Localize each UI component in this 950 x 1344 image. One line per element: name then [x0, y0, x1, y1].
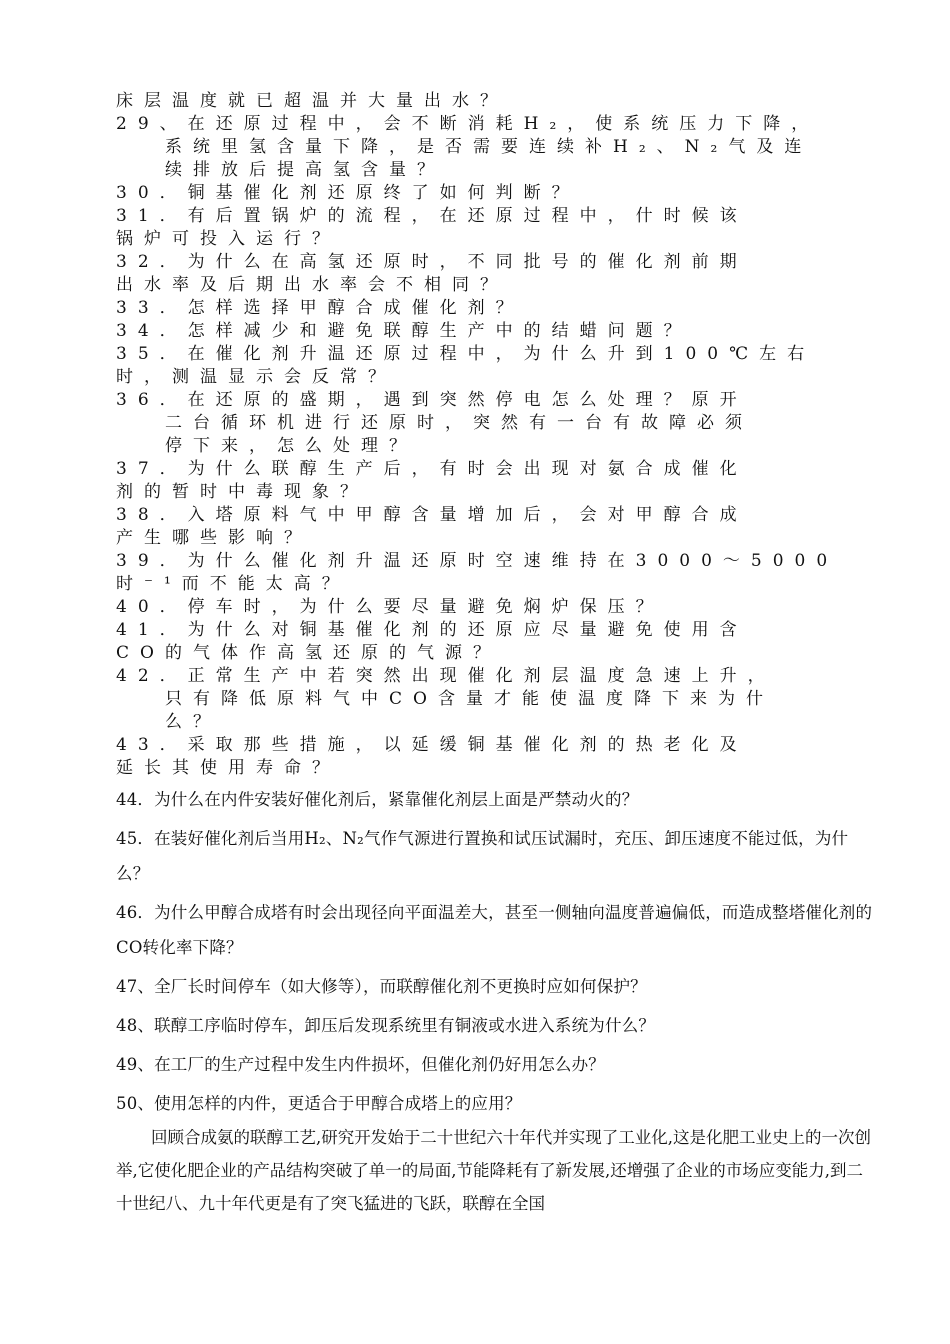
question-line: 42．正常生产中若突然出现催化剂层温度急速上升， — [116, 666, 776, 686]
question-item: 48、联醇工序临时停车，卸压后发现系统里有铜液或水进入系统为什么？ — [116, 1016, 656, 1035]
question-line: 40．停车时，为什么要尽量避免焖炉保压？ — [116, 597, 664, 617]
question-line: 32．为什么在高氢还原时，不同批号的催化剂前期 — [116, 252, 748, 272]
question-line: 只有降低原料气中CO含量才能使温度降下来为什 — [165, 689, 774, 709]
question-item: 49、在工厂的生产过程中发生内件损坏，但催化剂仍好用怎么办？ — [116, 1055, 605, 1074]
question-line: 停下来，怎么处理？ — [165, 436, 417, 456]
question-line: 29、在还原过程中，会不断消耗H₂，使系统压力下降， — [116, 114, 820, 134]
question-line: 续排放后提高氢含量？ — [165, 160, 445, 180]
question-line: 时⁻¹而不能太高？ — [116, 574, 350, 594]
question-item: 45．在装好催化剂后当用H₂、N₂气作气源进行置换和试压试漏时，充压、卸压速度不能过低，为什么？ — [116, 829, 849, 883]
question-line: 41．为什么对铜基催化剂的还原应尽量避免使用含 — [116, 620, 748, 640]
question-list — [116, 782, 876, 1125]
question-item: 47、全厂长时间停车（如大修等），而联醇催化剂不更换时应如何保护？ — [116, 977, 647, 996]
question-line: CO的气体作高氢还原的气源？ — [116, 643, 501, 663]
question-line: 二台循环机进行还原时，突然有一台有故障必须 — [165, 413, 753, 433]
question-item: 50、使用怎样的内件，更适合于甲醇合成塔上的应用？ — [116, 1094, 522, 1113]
question-line: 43．采取那些措施，以延缓铜基催化剂的热老化及 — [116, 735, 748, 755]
question-line: 剂的暂时中毒现象？ — [116, 482, 368, 502]
question-line: 37．为什么联醇生产后，有时会出现对氨合成催化 — [116, 459, 748, 479]
question-list-spaced — [116, 90, 886, 780]
question-item: 46．为什么甲醇合成塔有时会出现径向平面温差大，甚至一侧轴向温度普遍偏低，而造成整塔催化剂的CO转化率下降？ — [116, 903, 873, 957]
question-line: 锅炉可投入运行？ — [116, 229, 340, 249]
question-line: 出水率及后期出水率会不相同？ — [116, 275, 508, 295]
question-line: 时，测温显示会反常？ — [116, 367, 396, 387]
question-line: 31．有后置锅炉的流程，在还原过程中，什时候该 — [116, 206, 748, 226]
body-paragraph: 回顾合成氨的联醇工艺,研究开发始于二十世纪六十年代并实现了工业化,这是化肥工业史上的一次创举,它使化肥企业的产品结构突破了单一的局面,节能降耗有了新发展,还增强了企业的市场应变能力,到二十世纪八、九十年代更是有了突飞猛进的飞跃，联醇在全国 — [116, 1128, 871, 1213]
question-line: 36．在还原的盛期，遇到突然停电怎么处理？原开 — [116, 390, 748, 410]
question-line: 系统里氢含量下降，是否需要连续补H₂、N₂气及连 — [165, 137, 813, 157]
question-line: 39．为什么催化剂升温还原时空速维持在3000～5000 — [116, 551, 839, 571]
question-line: 床层温度就已超温并大量出水？ — [116, 91, 508, 111]
question-line: 延长其使用寿命？ — [116, 758, 340, 778]
question-line: 产生哪些影响？ — [116, 528, 312, 548]
question-line: 34．怎样减少和避免联醇生产中的结蜡问题？ — [116, 321, 692, 341]
question-line: 30．铜基催化剂还原终了如何判断？ — [116, 183, 580, 203]
question-line: 么？ — [165, 712, 221, 732]
question-item: 44．为什么在内件安装好催化剂后，紧靠催化剂层上面是严禁动火的？ — [116, 790, 639, 809]
question-line: 35．在催化剂升温还原过程中，为什么升到100℃左右 — [116, 344, 816, 364]
question-line: 38．入塔原料气中甲醇含量增加后，会对甲醇合成 — [116, 505, 748, 525]
question-line: 33．怎样选择甲醇合成催化剂？ — [116, 298, 524, 318]
